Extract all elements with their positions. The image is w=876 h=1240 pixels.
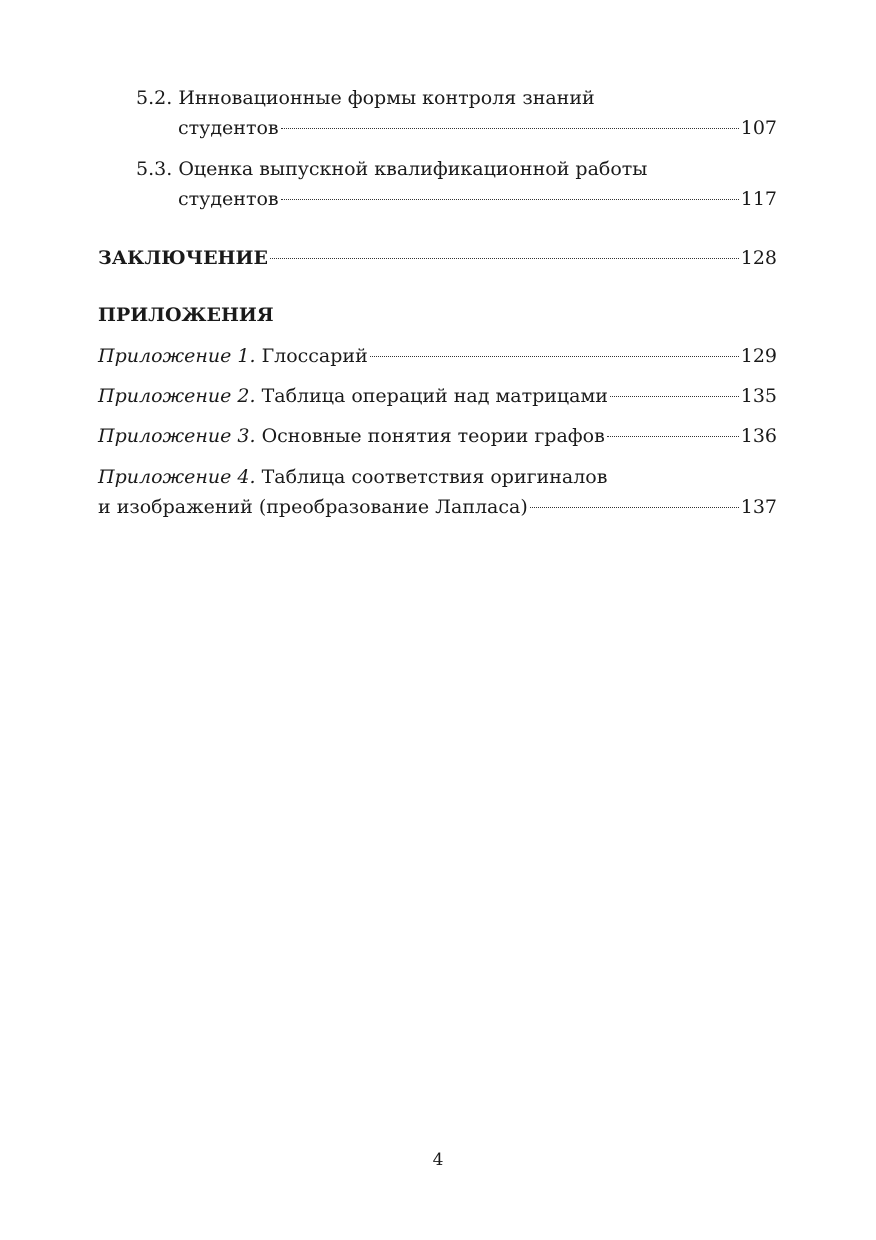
toc-entry-title: Инновационные формы контроля знаний xyxy=(178,87,595,109)
dot-leader xyxy=(530,507,739,508)
appendix-label: Приложение 1. xyxy=(98,345,256,367)
toc-entry-appendix-2 xyxy=(98,381,777,411)
toc-entry-5-3 xyxy=(136,154,777,214)
appendix-title: Таблица операций над матрицами xyxy=(261,385,608,407)
appendix-title: Глоссарий xyxy=(261,345,368,367)
toc-entry-appendix-1 xyxy=(98,341,777,371)
page-number: 4 xyxy=(432,1150,444,1170)
toc-entry-number: 5.2. xyxy=(136,87,173,109)
appendix-label: Приложение 2. xyxy=(98,385,256,407)
toc-page-number: 135 xyxy=(740,385,777,407)
toc-entry-conclusion xyxy=(98,243,777,273)
toc-entry-title: Оценка выпускной квалификационной работы xyxy=(178,158,648,180)
toc-entry-title: ЗАКЛЮЧЕНИЕ xyxy=(98,247,268,269)
toc-entry-appendix-4 xyxy=(98,462,777,522)
toc-page-number: 107 xyxy=(740,117,777,139)
appendix-title-continued: и изображений (преобразование Лапласа) xyxy=(98,496,528,518)
toc-entry-5-2 xyxy=(136,83,777,143)
appendix-title: Основные понятия теории графов xyxy=(261,425,605,447)
dot-leader xyxy=(270,258,739,259)
appendix-title: Таблица соответствия оригиналов xyxy=(261,466,608,488)
toc-entry-number: 5.3. xyxy=(136,158,173,180)
toc-entry-appendix-3 xyxy=(98,421,777,451)
dot-leader xyxy=(281,128,739,129)
appendix-label: Приложение 4. xyxy=(98,466,256,488)
dot-leader xyxy=(607,436,739,437)
dot-leader xyxy=(370,356,739,357)
toc-page-number: 117 xyxy=(740,188,777,210)
toc-page-number: 137 xyxy=(740,496,777,518)
toc-page-number: 129 xyxy=(740,345,777,367)
appendices-heading: ПРИЛОЖЕНИЯ xyxy=(98,304,274,326)
dot-leader xyxy=(610,396,739,397)
appendix-label: Приложение 3. xyxy=(98,425,256,447)
toc-entry-title-continued: студентов xyxy=(178,188,279,210)
toc-entry-title-continued: студентов xyxy=(178,117,279,139)
toc-page-number: 136 xyxy=(740,425,777,447)
toc-page-number: 128 xyxy=(740,247,777,269)
dot-leader xyxy=(281,199,739,200)
